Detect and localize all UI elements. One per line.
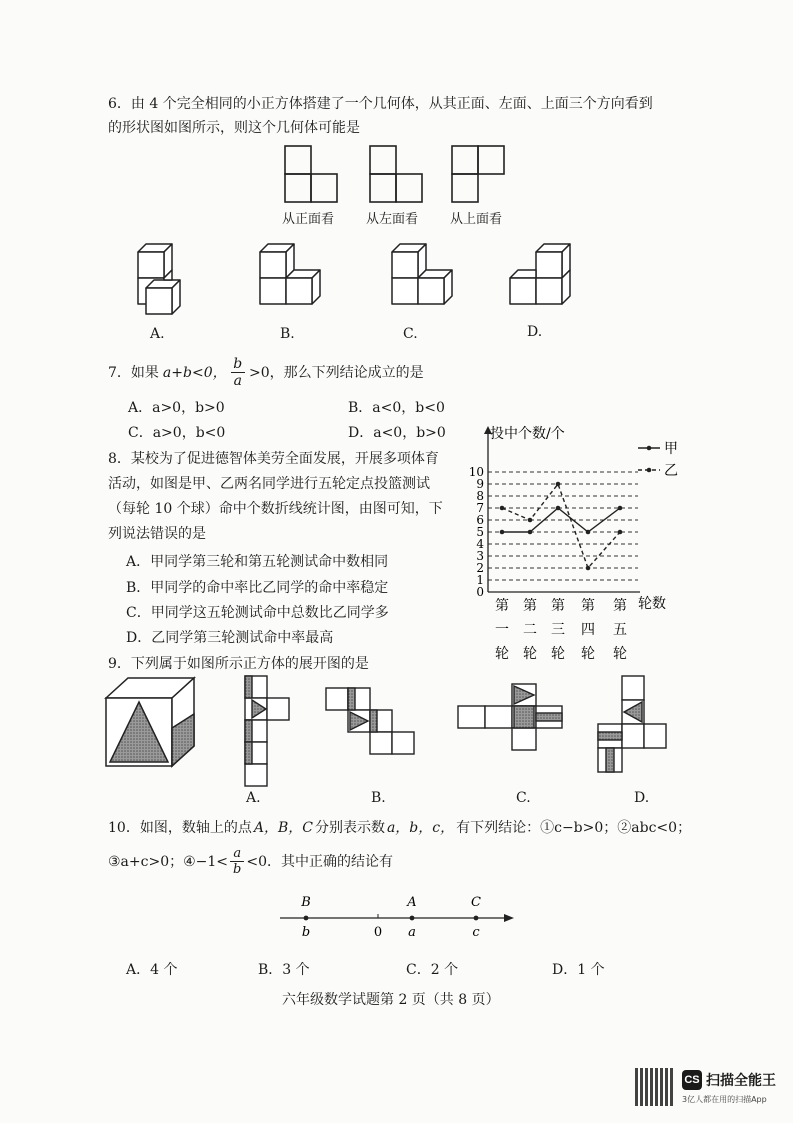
front-view-label: 从正面看 — [282, 212, 335, 227]
front-view-cell — [285, 146, 311, 174]
q10-conclusions-3-4: ③a+c>0；④−1< — [108, 853, 229, 870]
chart-y-tick-label: 0 — [476, 585, 484, 599]
chart-x-tick-label: 第 — [551, 598, 565, 614]
chart-data-point — [586, 566, 591, 571]
q10-fraction-numerator: a — [233, 846, 242, 861]
number-line-point-value: 0 — [373, 925, 383, 940]
q7-fraction — [231, 356, 245, 389]
q7-option-c: C．a>0，b<0 — [128, 425, 226, 441]
q8-option-d: D．乙同学第三轮测试命中率最高 — [126, 630, 334, 646]
q8-line-chart — [460, 424, 690, 662]
q9-net-d — [598, 676, 666, 772]
q8-stem-line2: 活动，如图是甲、乙两名同学进行五轮定点投篮测试 — [108, 476, 430, 492]
q7-condition-sum: a+b<0， — [162, 364, 227, 381]
q10-stem-line2 — [108, 846, 393, 877]
chart-legend-label: 甲 — [664, 441, 678, 457]
q7-option-a: A．a>0，b>0 — [128, 400, 225, 416]
q6-option-a: A. — [150, 326, 165, 342]
number-line-point — [410, 916, 415, 921]
number-line-point-value: a — [408, 925, 416, 940]
chart-data-point — [556, 482, 561, 487]
left-view-cell — [396, 174, 422, 202]
left-view-label: 从左面看 — [366, 212, 419, 227]
q7-condition-quotient: >0，那么下列结论成立的是 — [248, 364, 424, 381]
q7-option-d: D．a<0，b>0 — [348, 425, 446, 441]
q8-stem-line1: 8．某校为了促进德智体美劳全面发展，开展多项体育 — [108, 451, 439, 467]
chart-x-tick-label: 轮 — [495, 646, 509, 662]
q8-stem-line4: 列说法错误的是 — [108, 526, 206, 542]
q8-option-a: A．甲同学第三轮和第五轮测试命中数相同 — [126, 554, 389, 570]
q7-fraction-denominator: a — [231, 372, 245, 389]
watermark-subtitle: 3亿人都在用的扫描App — [682, 1095, 767, 1104]
q7-stem — [108, 356, 424, 389]
chart-legend-marker — [647, 446, 652, 451]
front-view-cell — [285, 174, 311, 202]
left-view-cell — [370, 174, 396, 202]
q9-option-a: A. — [246, 790, 261, 806]
q6-stem-line2: 的形状图如图所示，则这个几何体可能是 — [108, 120, 360, 136]
chart-x-tick-label: 轮 — [613, 646, 627, 662]
q6-solid-options — [130, 238, 570, 318]
chart-legend-label: 乙 — [664, 463, 678, 479]
top-view-cell — [452, 146, 478, 174]
q10-option-d: D．1 个 — [552, 962, 605, 978]
page-footer: 六年级数学试题第 2 页（共 8 页） — [282, 992, 500, 1008]
q10-option-a: A．4 个 — [126, 962, 178, 978]
chart-data-point — [528, 530, 533, 535]
chart-x-tick-label: 一 — [495, 622, 509, 638]
chart-y-tick-label: 7 — [476, 501, 484, 515]
chart-y-tick-label: 6 — [476, 513, 484, 527]
q6-option-d: D. — [527, 324, 543, 340]
q10-prefix: 10．如图，数轴上的点 — [108, 820, 252, 836]
q9-option-d: D. — [634, 790, 650, 806]
chart-data-point — [500, 530, 505, 535]
chart-x-tick-label: 轮 — [523, 646, 537, 662]
chart-x-tick-label: 第 — [613, 598, 627, 614]
number-line-point-name: B — [301, 895, 311, 910]
q9-net-c — [458, 684, 562, 750]
watermark-title: 扫描全能王 — [706, 1073, 776, 1089]
q7-stem-prefix: 7．如果 — [108, 364, 159, 381]
chart-x-tick-label: 二 — [523, 622, 537, 638]
chart-x-tick-label: 三 — [551, 622, 565, 638]
q8-option-b: B．甲同学的命中率比乙同学的命中率稳定 — [126, 580, 389, 596]
chart-data-point — [500, 506, 505, 511]
q10-represents: 分别表示数 — [314, 820, 385, 836]
chart-data-point — [618, 530, 623, 535]
q6-stem-line1: 6．由 4 个完全相同的小正方体搭建了一个几何体，从其正面、左面、上面三个方向看到 — [108, 96, 653, 112]
chart-y-tick-label: 1 — [476, 573, 484, 587]
chart-x-axis-label: 轮数 — [638, 596, 666, 612]
q9-option-b: B. — [371, 790, 386, 806]
q10-fraction-denominator: b — [230, 861, 244, 877]
chart-y-tick-label: 8 — [476, 489, 484, 503]
number-line-point — [474, 916, 479, 921]
q9-figures — [100, 672, 680, 784]
q10-fraction — [230, 846, 244, 877]
chart-legend-marker — [647, 468, 652, 473]
chart-x-tick-label: 四 — [581, 622, 595, 638]
top-view-label: 从上面看 — [450, 212, 503, 227]
chart-x-tick-label: 轮 — [581, 646, 595, 662]
number-line-arrow — [504, 914, 514, 922]
q7-option-b: B．a<0，b<0 — [348, 400, 445, 416]
chart-data-point — [556, 506, 561, 511]
chart-y-axis-label: 投中个数/个 — [490, 426, 565, 442]
chart-x-tick-label: 第 — [495, 598, 509, 614]
chart-y-tick-label: 10 — [468, 465, 484, 479]
chart-y-tick-label: 9 — [476, 477, 484, 491]
left-view-cell — [370, 146, 396, 174]
q8-stem-line3: （每轮 10 个球）命中个数折线统计图，由图可知，下 — [108, 501, 443, 517]
q10-points: A，B，C — [253, 820, 313, 836]
chart-data-point — [528, 518, 533, 523]
front-view-cell — [311, 174, 337, 202]
chart-series-line-yi — [502, 484, 620, 568]
q9-cube — [106, 678, 194, 766]
solid-a — [138, 244, 180, 314]
solid-d — [510, 244, 570, 304]
q10-number-line — [276, 890, 516, 940]
number-line-point-value: c — [472, 925, 480, 940]
chart-x-tick-label: 轮 — [551, 646, 565, 662]
solid-b — [260, 244, 320, 304]
chart-y-tick-label: 4 — [476, 537, 484, 551]
chart-x-tick-label: 第 — [523, 598, 537, 614]
q10-numbers: a，b，c， — [386, 820, 455, 836]
q7-fraction-numerator: b — [233, 356, 243, 372]
q6-option-b: B. — [280, 326, 295, 342]
chart-y-tick-label: 2 — [476, 561, 484, 575]
number-line-point — [304, 916, 309, 921]
q8-option-c: C．甲同学这五轮测试命中总数比乙同学多 — [126, 605, 389, 621]
top-view-cell — [478, 146, 504, 174]
q6-three-views — [280, 144, 520, 204]
number-line-point-value: b — [301, 925, 311, 940]
chart-data-point — [618, 506, 623, 511]
q10-question: <0．其中正确的结论有 — [246, 853, 393, 870]
q9-stem: 9．下列属于如图所示正方体的展开图的是 — [108, 656, 369, 672]
chart-x-tick-label: 第 — [581, 598, 595, 614]
chart-x-tick-label: 五 — [613, 622, 627, 638]
chart-y-tick-label: 3 — [476, 549, 484, 563]
q6-option-c: C. — [403, 326, 418, 342]
q10-option-b: B．3 个 — [258, 962, 310, 978]
top-view-cell — [452, 174, 478, 202]
number-line-point-name: A — [407, 895, 417, 910]
q9-net-b — [326, 688, 414, 754]
q9-net-a — [245, 676, 289, 786]
chart-y-tick-label: 5 — [476, 525, 484, 539]
chart-data-point — [586, 530, 591, 535]
q10-conclusions-1-2: 有下列结论：①c−b>0；②abc<0； — [456, 820, 692, 836]
solid-c — [392, 244, 452, 304]
q10-option-c: C．2 个 — [406, 962, 459, 978]
number-line-point-name: C — [471, 895, 481, 910]
q9-option-c: C. — [516, 790, 531, 806]
qr-code — [635, 1068, 673, 1106]
camscanner-logo: CS — [682, 1070, 702, 1090]
q10-stem-line1 — [108, 816, 691, 840]
